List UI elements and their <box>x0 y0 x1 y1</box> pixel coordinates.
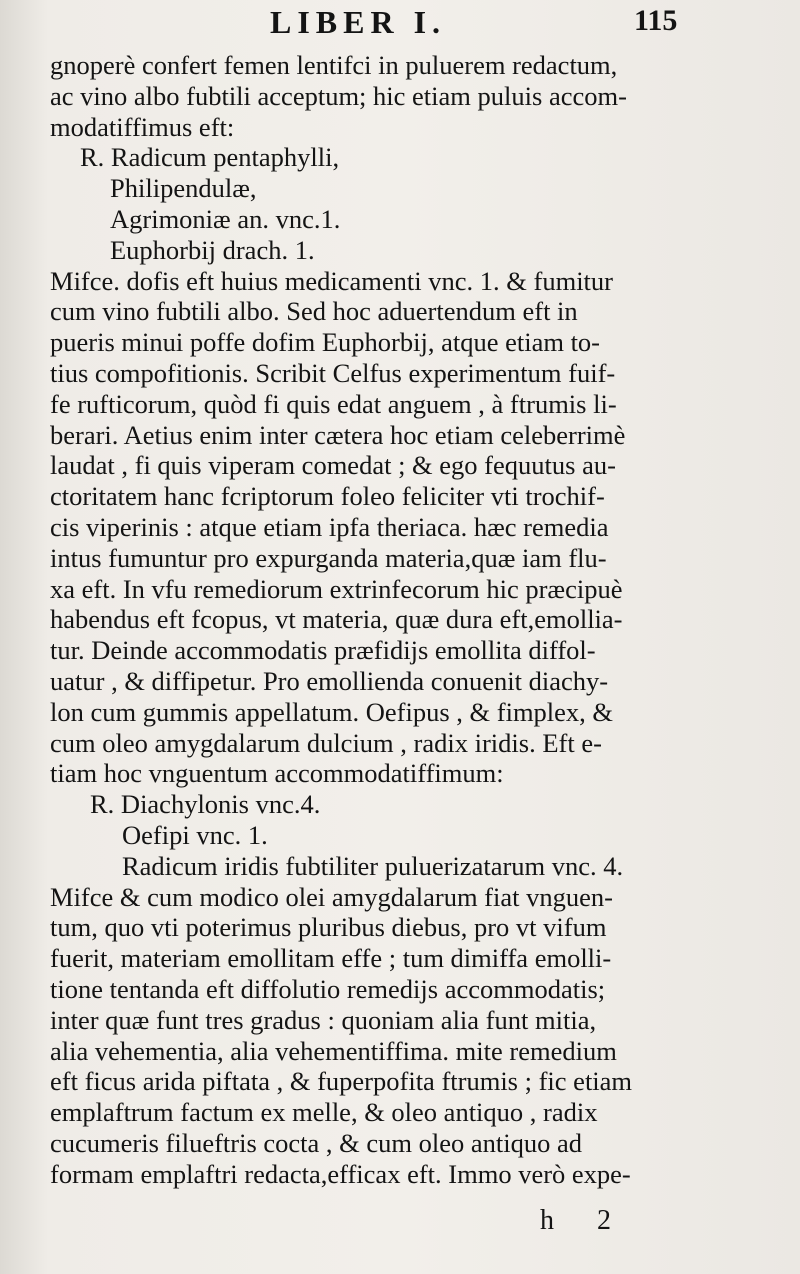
text-line: lon cum gummis appellatum. Oefipus , & fimplex, & <box>50 696 614 727</box>
page-header <box>0 4 800 44</box>
text-line: formam emplaftri redacta,efficax eft. Immo verò expe- <box>50 1158 631 1189</box>
recipe-line: R. Diachylonis vnc.4. <box>90 789 321 820</box>
text-line: intus fumuntur pro expurganda materia,quæ iam flu- <box>50 542 607 573</box>
text-line: pueris minui poffe dofim Euphorbij, atque etiam to- <box>50 327 601 358</box>
text-line: ctoritatem hanc fcriptorum foleo feliciter vti trochif- <box>50 481 605 512</box>
recipe-line: Radicum iridis fubtiliter puluerizatarum vnc. 4. <box>122 850 624 881</box>
text-line: Mifce. dofis eft huius medicamenti vnc. 1. & fumitur <box>50 265 613 296</box>
text-line: tione tentanda eft diffolutio remedijs accommodatis; <box>50 973 606 1004</box>
text-line: inter quæ funt tres gradus : quoniam alia funt mitia, <box>50 1004 597 1035</box>
body-text <box>50 50 710 1189</box>
page-number: 115 <box>634 4 678 37</box>
text-line: habendus eft fcopus, vt materia, quæ dura eft,emollia- <box>50 604 623 635</box>
running-title: LIBER I. <box>270 4 447 40</box>
text-line: cis viperinis : atque etiam ipfa theriaca. hæc remedia <box>50 511 609 542</box>
text-line: tum, quo vti poterimus pluribus diebus, pro vt vifum <box>50 912 607 943</box>
text-line: cucumeris filueftris cocta , & cum oleo antiquo ad <box>50 1127 583 1158</box>
text-line: tur. Deinde accommodatis præfidijs emollita diffol- <box>50 635 596 666</box>
text-line: fe rufticorum, quòd fi quis edat anguem , à ftrumis li- <box>50 388 617 419</box>
text-line: modatiffimus eft: <box>50 111 235 142</box>
text-line: eft ficus arida piftata , & fuperpofita ftrumis ; fic etiam <box>50 1066 633 1097</box>
text-line: uatur , & diffipetur. Pro emollienda conuenit diachy- <box>50 665 609 696</box>
text-line: Mifce & cum modico olei amygdalarum fiat vnguen- <box>50 881 613 912</box>
text-line: alia vehementia, alia vehementiffima. mite remedium <box>50 1035 617 1066</box>
signature-mark: h 2 <box>540 1205 629 1236</box>
text-line: berari. Aetius enim inter cætera hoc etiam celeberrimè <box>50 419 626 450</box>
text-line: tius compofitionis. Scribit Celfus experimentum fuif- <box>50 357 616 388</box>
text-line: xa eft. In vfu remediorum extrinfecorum hic præcipuè <box>50 573 623 604</box>
text-line: emplaftrum factum ex melle, & oleo antiquo , radix <box>50 1097 598 1128</box>
recipe-line: Agrimoniæ an. vnc.1. <box>110 203 341 234</box>
recipe-line: Philipendulæ, <box>110 173 257 204</box>
text-line: fuerit, materiam emollitam effe ; tum dimiffa emolli- <box>50 943 612 974</box>
recipe-line: Euphorbij drach. 1. <box>110 234 315 265</box>
text-line: ac vino albo fubtili acceptum; hic etiam puluis accom- <box>50 80 627 111</box>
text-line: cum vino fubtili albo. Sed hoc aduertendum eft in <box>50 296 578 327</box>
text-line: laudat , fi quis viperam comedat ; & ego fequutus au- <box>50 450 616 481</box>
text-line: cum oleo amygdalarum dulcium , radix iridis. Eft e- <box>50 727 602 758</box>
text-line: gnoperè confert femen lentifci in puluerem redactum, <box>50 50 618 80</box>
text-line: tiam hoc vnguentum accommodatiffimum: <box>50 758 504 789</box>
recipe-line: Oefipi vnc. 1. <box>122 819 268 850</box>
recipe-line: R. Radicum pentaphylli, <box>80 142 340 173</box>
